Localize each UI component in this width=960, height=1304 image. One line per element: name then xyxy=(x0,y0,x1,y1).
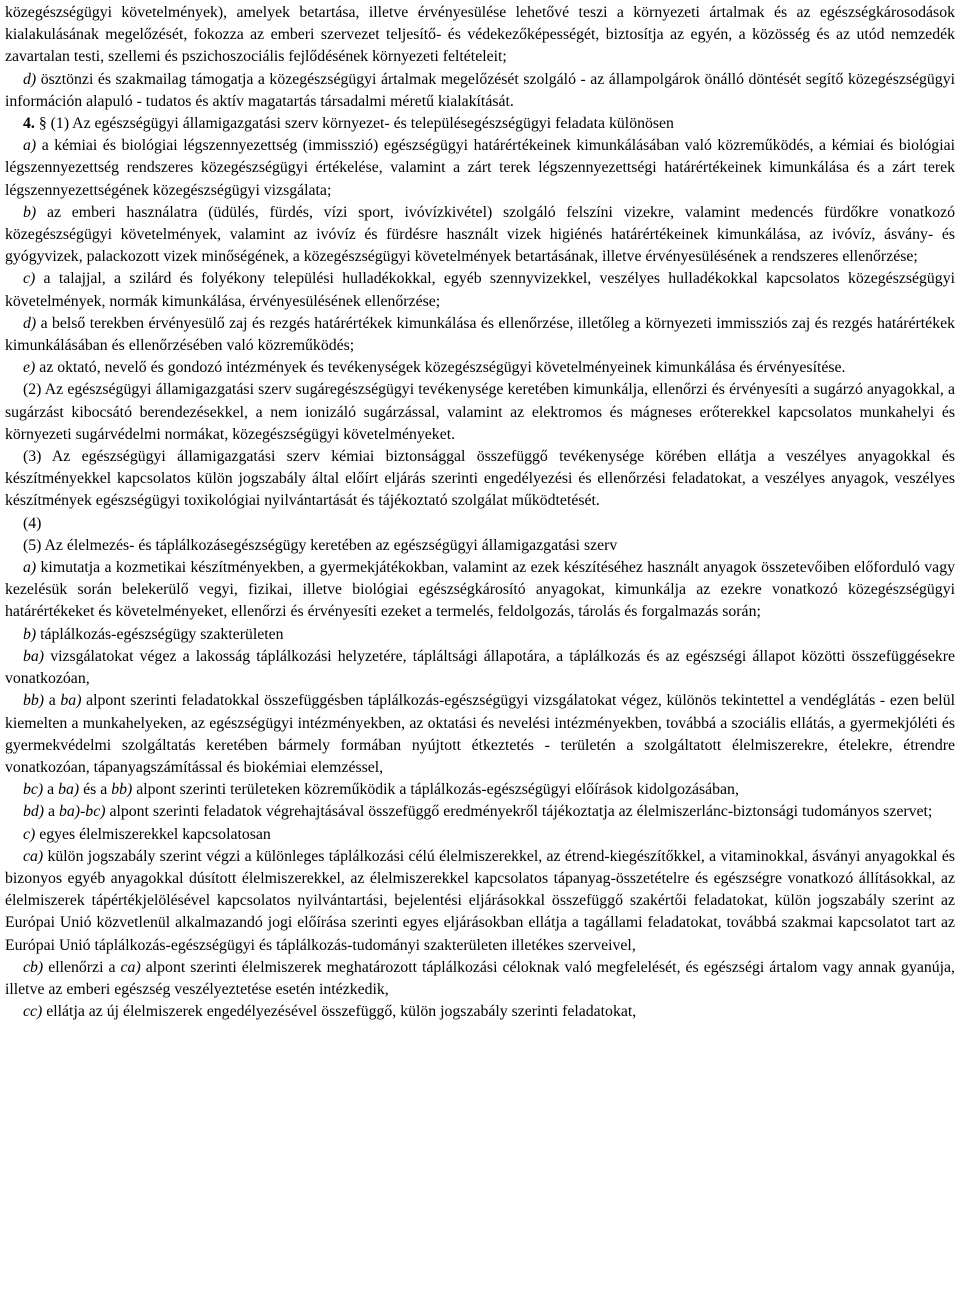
paragraph-text: alpont szerinti élelmiszerek meghatározott táplálkozási céloknak való megfelelését, és egészségi ártalom vagy annak gyanúja, illetve az emberi egészség veszélyeztetése esetén intézkedik, xyxy=(5,958,955,998)
paragraph-text: vizsgálatokat végez a lakosság táplálkozási helyzetére, tápláltsági állapotára, a táplálkozás és az egészségi állapot közötti összefüggésekre vonatkozóan, xyxy=(5,647,956,688)
paragraph xyxy=(5,824,955,846)
paragraph-text: az emberi használatra (üdülés, fürdés, vízi sport, ivóvízkivétel) szolgáló felszíni vizekre, valamint medencés fürdőkre vonatkozó közegészségügyi követelmények, valamint az ivóvíz és fürdésre használt vizek higiénés határértékeinek kimunkálása, az ivóvíz, ásvány- és gyógyvizek, palackozott vizek minőségének, a közegészségügyi követelmények betartásának, illetve érvényesülésének a rendszeres ellenőrzése; xyxy=(5,203,956,266)
paragraph xyxy=(5,379,955,446)
point-label: d) xyxy=(23,70,37,88)
paragraph-text-before: ellenőrzi a xyxy=(48,958,116,976)
point-label: bc) xyxy=(23,781,44,799)
paragraph xyxy=(5,957,955,1001)
point-label: cb) xyxy=(23,958,44,976)
paragraph xyxy=(5,202,955,269)
paragraph-text: ösztönzi és szakmailag támogatja a közegészségügyi ártalmak megelőzését szolgáló - az állampolgárok önálló döntését segítő közegészségügyi információn alapuló - tudatos és aktív magatartás társadalmi méretű kialakítását. xyxy=(5,70,955,110)
point-label: b) xyxy=(23,625,37,643)
point-reference: ba)-bc) xyxy=(58,803,106,821)
paragraph xyxy=(5,135,955,202)
paragraph-text: (3) Az egészségügyi államigazgatási szerv kémiai biztonsággal összefüggő tevékenysége körében ellátja a veszélyes anyagokkal és készítményekkel kapcsolatos külön jogszabály által előírt eljárás szerinti engedélyezési és ellenőrzési feladatokat, a veszélyes anyagok, veszélyes készítmények egészségügyi toxikológiai nyilvántartását és tájékoztató szolgálat működtetését. xyxy=(5,448,955,510)
paragraph-text: alpont szerinti feladatok végrehajtásával összefüggő eredményekről tájékoztatja az élelmiszerlánc-biztonsági tudományos szervet; xyxy=(109,803,933,821)
point-label: e) xyxy=(23,359,36,377)
point-label: c) xyxy=(23,270,36,288)
paragraph-text: (2) Az egészségügyi államigazgatási szerv sugáregészségügyi tevékenysége keretében kimunkálja, ellenőrzi és érvényesíti a sugárzó anyagokkal, a sugárzást kibocsátó berendezésekkel, a nem ionizáló sugárzással, valamint az elektromos és mágneses erőterekkel kapcsolatos munkahelyi és környezeti sugárvédelmi normákat, közegészségügyi követelményeket. xyxy=(5,381,955,443)
paragraph-text: (4) xyxy=(23,514,42,532)
point-label: a) xyxy=(23,137,37,155)
point-label: d) xyxy=(23,314,37,332)
paragraph xyxy=(5,646,955,690)
paragraph-text: ellátja az új élelmiszerek engedélyezésével összefüggő, külön jogszabály szerinti feladatokat, xyxy=(46,1003,637,1021)
paragraph xyxy=(5,624,955,646)
section-paragraph xyxy=(5,113,955,135)
paragraph-text: kimutatja a kozmetikai készítményekben, a gyermekjátékokban, valamint az ezek készítéséhez használt anyagok összetevőiben előforduló vagy kezelésük során belekerülő vegyi, fizikai, illetve biológiai egészségkárosító anyagokat, kimunkálja az ezekre vonatkozó közegészségügyi határértékeket és követelményeket, ellenőrzi és érvényesíti ezeket a termelés, feldolgozás, tárolás és forgalmazás során; xyxy=(5,559,955,621)
paragraph-text: a kémiai és biológiai légszennyezettség (immisszió) egészségügyi határértékeinek kimunkálásában való közreműködés, a kémiai és biológiai légszennyezettség rendszeres közegészségügyi értékelése, valamint a zárt terek légszennyezettségi határértékeinek kimunkálása és a zárt terek légszennyezettségének közegészségügyi vizsgálata; xyxy=(5,137,955,199)
paragraph-text: az oktató, nevelő és gondozó intézmények és tevékenységek közegészségügyi követelményeinek kimunkálása és érvényesítése. xyxy=(39,359,846,377)
paragraph xyxy=(5,69,955,113)
paragraph xyxy=(5,2,955,69)
point-label: bb) xyxy=(23,692,45,710)
paragraph-text: külön jogszabály szerint végzi a különleges táplálkozási célú élelmiszerekkel, az étrend-kiegészítőkkel, a vitaminokkal, ásványi anyagokkal és bizonyos egyéb anyagokkal dúsított élelmiszerekkel, az élelmiszerekkel kapcsolatos tápanyag-összetételre és egészségre vonatkozó állításokkal, az élelmiszerek tápértékjelölésével kapcsolatos nyilvántartási, bejelentési eljárásokkal összefüggő szakértői feladatokat, külön jogszabály szerint az Európai Unió közvetlenül alkalmazandó jogi előírása szerinti egyes eljárásokban ellátja a tagállami feladatokat, továbbá szakmai kapcsolatot tart az Európai Unió táplálkozás-egészségügyi és táplálkozás-tudományi szakterületen illetékes szerveivel, xyxy=(5,847,955,954)
paragraph xyxy=(5,357,955,379)
point-label: cc) xyxy=(23,1003,43,1021)
point-label: c) xyxy=(23,825,36,843)
paragraph xyxy=(5,535,955,557)
point-label: a) xyxy=(23,559,37,577)
paragraph xyxy=(5,446,955,513)
point-reference: ba) xyxy=(60,692,82,710)
paragraph-text-mid: és a xyxy=(83,781,108,799)
paragraph-text: (5) Az élelmezés- és táplálkozásegészségügy keretében az egészségügyi államigazgatási szerv xyxy=(23,536,618,554)
paragraph-text: § (1) Az egészségügyi államigazgatási szerv környezet- és településegészségügyi feladata különösen xyxy=(38,115,674,133)
paragraph-text: közegészségügyi követelmények), amelyek betartása, illetve érvényesülése lehetővé teszi a környezeti ártalmak és az egészségkárosodások kialakulásának megelőzését, fokozza az emberi szervezet teljesítő- és védekezőképességét, biztosítja az egyén, a közösség és az utód nemzedék zavartalan testi, szellemi és pszichoszociális fejlődésének környezeti feltételeit; xyxy=(5,4,955,66)
point-reference: ba) xyxy=(58,781,80,799)
paragraph xyxy=(5,557,955,624)
paragraph-text: a belső terekben érvényesülő zaj és rezgés határértékek kimunkálása és ellenőrzése, illetőleg a környezeti immissziós zaj és rezgés határértékek kimunkálásában és ellenőrzésében való közreműködés; xyxy=(5,314,956,355)
point-label: b) xyxy=(23,203,37,221)
paragraph-text: alpont szerinti területeken közreműködik a táplálkozás-egészségügyi előírások kidolgozásában, xyxy=(136,781,739,799)
point-label: ca) xyxy=(23,847,44,865)
paragraph xyxy=(5,1001,955,1023)
paragraph xyxy=(5,513,955,535)
point-reference: bb) xyxy=(111,781,133,799)
paragraph-text: egyes élelmiszerekkel kapcsolatosan xyxy=(39,825,271,843)
paragraph xyxy=(5,801,955,823)
paragraph-text-before: a xyxy=(47,781,55,799)
paragraph-text: alpont szerinti feladatokkal összefüggésben táplálkozás-egészségügyi vizsgálatokat végez, különös tekintettel a vendéglátás - ezen belül kiemelten a munkahelyeken, az egészségügyi intézményekben, az oktatási és nevelési intézményekben, továbbá a szociális ellátás, a gyermekjóléti és gyermekvédelmi szolgáltatás keretében bármely formában nyújtott étkeztetés - területén a szolgáltatott élelmiszerekre, ételekre, étrendre vonatkozóan, tápanyagszámítással és biokémiai elemzéssel, xyxy=(5,692,955,776)
paragraph xyxy=(5,268,955,312)
paragraph-text: táplálkozás-egészségügy szakterületen xyxy=(40,625,284,643)
point-reference: ca) xyxy=(120,958,141,976)
paragraph-text-before: a xyxy=(48,692,56,710)
section-number: 4. xyxy=(23,115,35,133)
point-label: ba) xyxy=(23,647,45,665)
paragraph xyxy=(5,690,955,779)
paragraph-text-before: a xyxy=(48,803,56,821)
paragraph xyxy=(5,313,955,357)
point-label: bd) xyxy=(23,803,45,821)
paragraph xyxy=(5,846,955,957)
paragraph xyxy=(5,779,955,801)
paragraph-text: a talajjal, a szilárd és folyékony települési hulladékokkal, egyéb szennyvizekkel, veszélyes hulladékokkal kapcsolatos közegészségügyi követelmények, normák kimunkálása, érvényesülésének ellenőrzése; xyxy=(5,270,955,310)
